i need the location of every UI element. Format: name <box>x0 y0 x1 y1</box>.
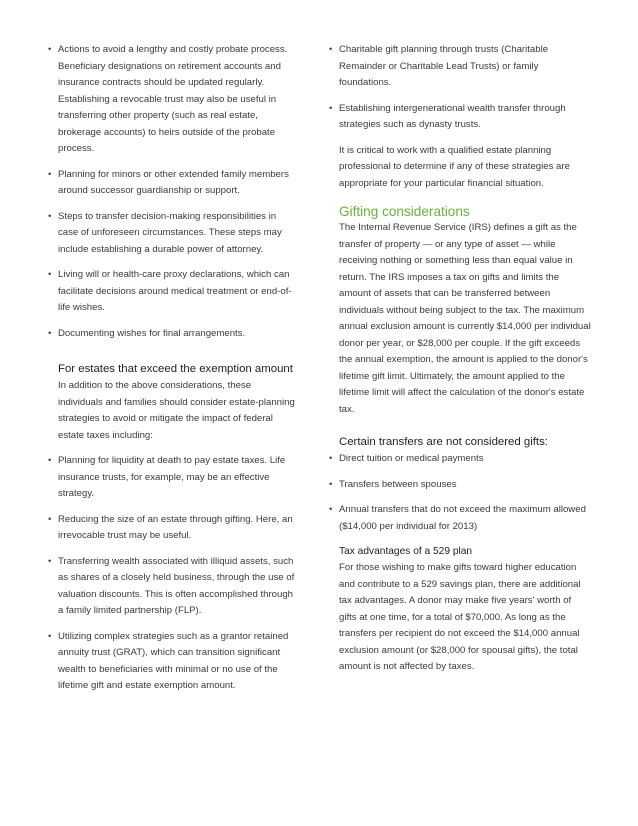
left-column <box>48 42 298 695</box>
not-gifts-heading: Certain transfers are not considered gifts: <box>339 436 548 448</box>
bullet-living-will: • Living will or health-care proxy declarations, which can facilitate decisions around medical treatment or end-of-life wishes. <box>48 267 298 317</box>
bullet-spouses: • Transfers between spouses <box>329 477 591 494</box>
gifting-paragraph: The Internal Revenue Service (IRS) defines a gift as the transfer of property — or any type of asset — while receiving nothing or something less than equal value in return. The IRS imposes a tax on gifts and limits the amount of assets that can be transferred between individuals without being subject to the tax. The maximum annual exclusion amount is currently $14,000 per individual donor per year, or $28,000 per couple. If the gift exceeds the annual exemption, the amount is applied to the donor's lifetime gift limit. Ultimately, the amount applied to the lifetime limit will affect the calculation of the donor's estate tax. <box>339 222 591 415</box>
bullet-tuition: • Direct tuition or medical payments <box>329 451 591 468</box>
estates-heading: For estates that exceed the exemption amount <box>58 363 293 375</box>
estates-intro: In addition to the above considerations, these individuals and families should consider estate-planning strategies to avoid or mitigate the impact of federal estate taxes including: <box>58 380 295 441</box>
gifting-heading: Gifting considerations <box>339 204 470 219</box>
critical-paragraph: It is critical to work with a qualified estate planning professional to determine if any of these strategies are appropriate for your particular financial situation. <box>339 144 570 189</box>
plan529-heading: Tax advantages of a 529 plan <box>339 546 473 557</box>
plan529-paragraph: For those wishing to make gifts toward higher education and contribute to a 529 savings plan, there are additional tax advantages. A donor may make five years' worth of gifts at one time, for a total of $70,000. As long as the transfers per recipient do not exceed the $14,000 annual exclusion amount (or $28,000 for spousal gifts), the total amount is not affected by taxes. <box>339 562 581 672</box>
right-column <box>329 42 591 676</box>
bullet-dynasty-trusts: • Establishing intergenerational wealth transfer through strategies such as dynasty trusts. <box>329 101 591 134</box>
bullet-decision-making: • Steps to transfer decision-making responsibilities in case of unforeseen circumstances. These steps may include establishing a durable power of attorney. <box>48 209 298 259</box>
bullet-annual-transfers: • Annual transfers that do not exceed the maximum allowed ($14,000 per individual for 2013) <box>329 502 591 535</box>
bullet-charitable: • Charitable gift planning through trusts (Charitable Remainder or Charitable Lead Trusts) or family foundations. <box>329 42 591 92</box>
bullet-illiquid-assets: • Transferring wealth associated with illiquid assets, such as shares of a closely held business, through the use of valuation discounts. This is often accomplished through a family limited partnership (FLP). <box>48 554 298 620</box>
bullet-gifting: • Reducing the size of an estate through gifting. Here, an irrevocable trust may be useful. <box>48 512 298 545</box>
bullet-grat: • Utilizing complex strategies such as a grantor retained annuity trust (GRAT), which can transition significant wealth to beneficiaries with minimal or no use of the lifetime gift and estate exemption amount. <box>48 629 298 695</box>
bullet-final-arrangements: • Documenting wishes for final arrangements. <box>48 326 298 343</box>
bullet-minors: • Planning for minors or other extended family members around successor guardianship or support. <box>48 167 298 200</box>
bullet-probate: • Actions to avoid a lengthy and costly probate process. Beneficiary designations on retirement accounts and insurance contracts should be updated regularly. Establishing a revocable trust may also be useful in transferring other property (such as real estate, brokerage accounts) to heirs outside of the probate process. <box>48 42 298 158</box>
bullet-liquidity: • Planning for liquidity at death to pay estate taxes. Life insurance trusts, for example, may be an effective strategy. <box>48 453 298 503</box>
